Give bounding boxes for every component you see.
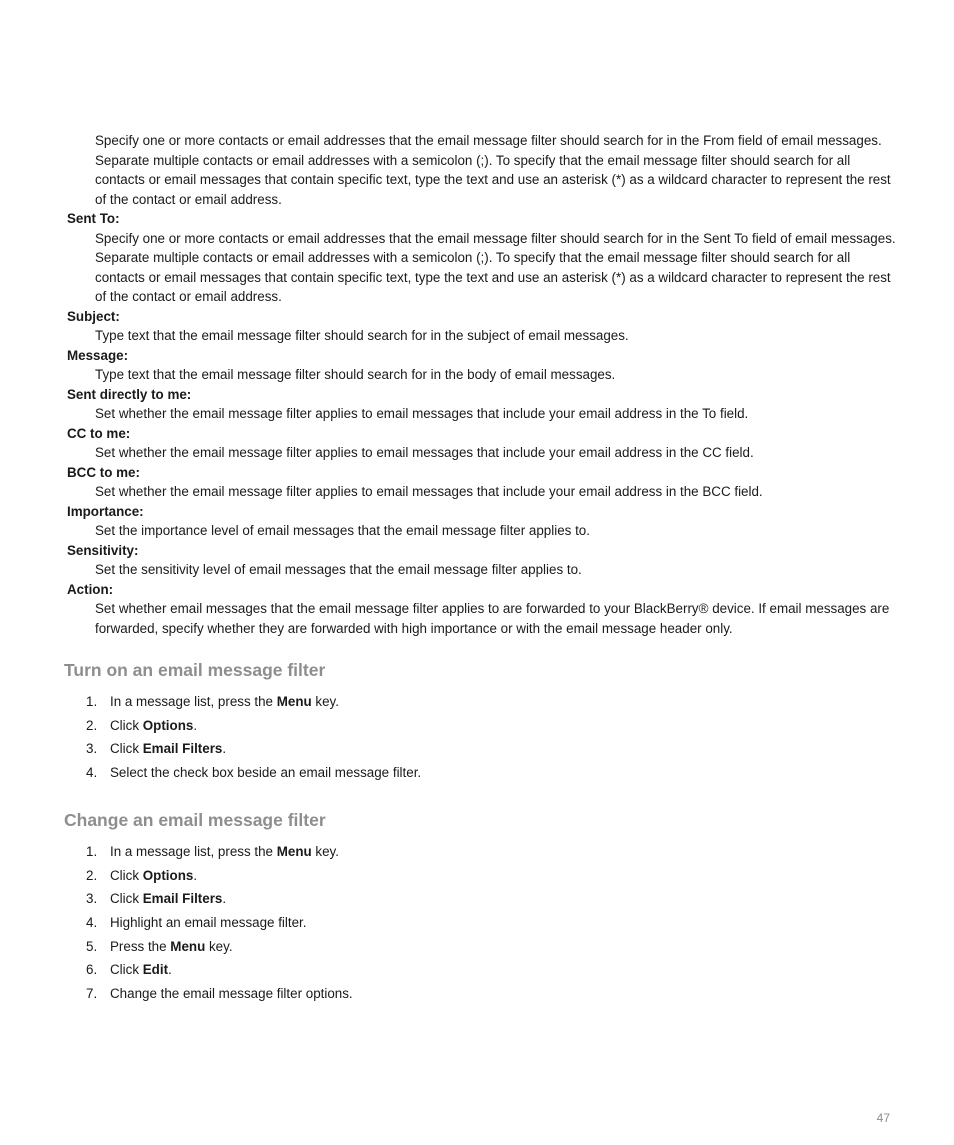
step-number: 2. — [86, 867, 98, 883]
step-number: 6. — [86, 962, 98, 978]
definition-term: Importance: — [67, 503, 144, 519]
step-key: Menu — [276, 694, 312, 709]
definition-term: BCC to me: — [67, 464, 140, 480]
list-item — [86, 935, 353, 959]
definition-term: Message: — [67, 347, 129, 363]
step-text: . — [193, 867, 198, 883]
definition-term: Sent directly to me: — [67, 386, 192, 402]
section-title-change-filter: Change an email message filter — [64, 810, 326, 830]
list-item — [86, 690, 421, 714]
definition-term: CC to me: — [67, 425, 131, 441]
step-text: Press the — [110, 938, 171, 954]
step-text: Click — [110, 741, 143, 757]
definition-term: Sent To: — [67, 211, 120, 226]
definition-description: Set whether the email message filter applies to email messages that include your email address in the CC field. — [95, 445, 754, 460]
list-item — [86, 982, 353, 1006]
step-key: Menu — [170, 938, 206, 954]
step-number: 2. — [86, 717, 98, 733]
step-text: Highlight an email message filter. — [110, 915, 307, 931]
step-text: In a message list, press the — [110, 694, 277, 709]
definition-description: Set the sensitivity level of email messages that the email message filter applies to. — [95, 562, 582, 577]
step-key: Options — [142, 717, 194, 733]
step-number: 7. — [86, 986, 98, 1002]
step-key: Menu — [276, 844, 312, 859]
definition-description: Type text that the email message filter should search for in the body of email messages. — [95, 367, 616, 382]
step-text: key. — [311, 844, 339, 859]
definition-description: Set whether email messages that the email message filter applies to are forwarded to your BlackBerry® device. If email messages are forwarded, specify whether they are forwarded with high importance or with the email message header only. — [95, 601, 890, 636]
step-key: Options — [142, 867, 194, 883]
list-item — [86, 737, 421, 761]
step-text: Click — [110, 867, 143, 883]
step-number: 3. — [86, 891, 98, 907]
step-number: 4. — [86, 765, 98, 781]
step-key: Email Filters — [142, 741, 223, 757]
definition-term: Action: — [67, 581, 114, 597]
steps-turn-on-filter — [86, 690, 421, 785]
step-number: 3. — [86, 741, 98, 757]
definition-description: Specify one or more contacts or email addresses that the email message filter should search for in the Sent To field of email messages. Separate multiple contacts or email addresses with a semicolon (;). To specify that the email message filter should search for all contacts or email messages that contain specific text, type the text and use an asterisk (*) as a wildcard character to represent the rest of the contact or email address. — [95, 230, 896, 304]
definition-description: Type text that the email message filter should search for in the subject of email messages. — [95, 328, 629, 343]
step-key: Email Filters — [142, 891, 223, 907]
page-number: 47 — [876, 1111, 890, 1125]
definition-description: Set whether the email message filter applies to email messages that include your email address in the To field. — [95, 406, 749, 421]
step-number: 1. — [86, 694, 98, 709]
filter-field-definitions — [67, 131, 897, 638]
step-text: Click — [110, 962, 143, 978]
step-text: key. — [205, 938, 233, 954]
list-item — [86, 887, 353, 911]
step-number: 1. — [86, 844, 98, 859]
definition-term: Subject: — [67, 308, 120, 324]
definition-description: Set the importance level of email messages that the email message filter applies to. — [95, 523, 590, 538]
step-key: Edit — [142, 962, 169, 978]
step-number: 4. — [86, 915, 98, 931]
list-item — [86, 761, 421, 785]
step-text: . — [222, 741, 227, 757]
steps-change-filter — [86, 840, 353, 1006]
list-item — [86, 911, 353, 935]
step-text: key. — [311, 694, 339, 709]
list-item — [86, 958, 353, 982]
definition-description: Set whether the email message filter applies to email messages that include your email address in the BCC field. — [95, 484, 763, 499]
step-text: Click — [110, 717, 143, 733]
definition-term: Sensitivity: — [67, 542, 139, 558]
step-text: . — [168, 962, 172, 978]
step-number: 5. — [86, 938, 98, 954]
step-text: . — [193, 717, 198, 733]
from-field-description: Specify one or more contacts or email addresses that the email message filter should search for in the From field of email messages. Separate multiple contacts or email addresses with a semicolon (;). To specify that the email message filter should search for all contacts or email messages that contain specific text, type the text and use an asterisk (*) as a wildcard character to represent the rest of the contact or email address. — [95, 133, 891, 207]
step-text: Select the check box beside an email message filter. — [110, 765, 422, 781]
list-item — [86, 864, 353, 888]
list-item — [86, 840, 353, 864]
step-text: Change the email message filter options. — [110, 986, 353, 1002]
section-title-turn-on-filter: Turn on an email message filter — [64, 660, 326, 680]
step-text: In a message list, press the — [110, 844, 277, 859]
step-text: . — [222, 891, 227, 907]
list-item — [86, 714, 421, 738]
step-text: Click — [110, 891, 143, 907]
